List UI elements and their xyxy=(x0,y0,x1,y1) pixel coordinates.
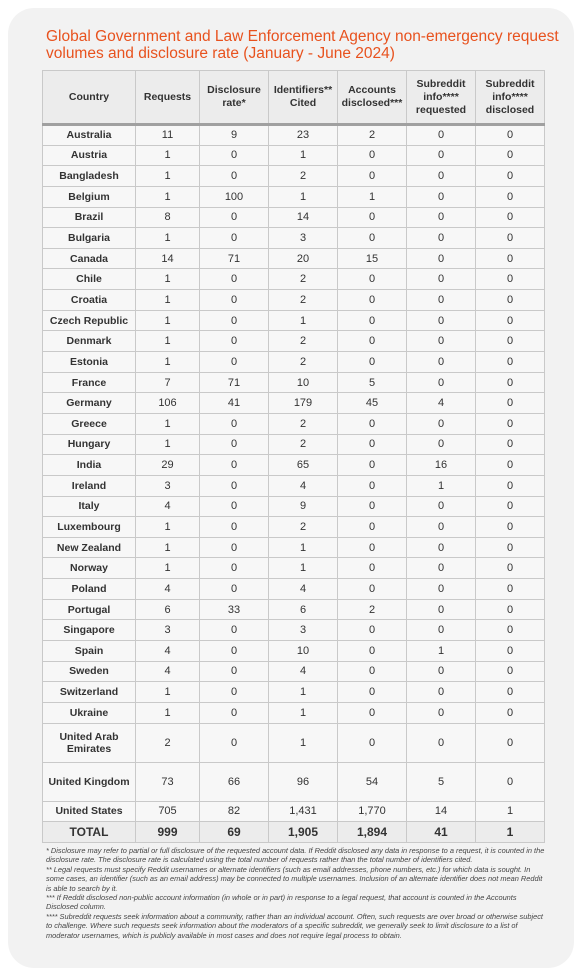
table-row xyxy=(43,248,545,269)
value-cell: 1 xyxy=(269,558,338,579)
value-cell: 4 xyxy=(136,579,200,600)
value-cell: 1 xyxy=(269,537,338,558)
table-row xyxy=(43,145,545,166)
value-cell: 5 xyxy=(338,372,407,393)
value-cell: 4 xyxy=(136,641,200,662)
value-cell: 0 xyxy=(407,620,476,641)
table-row xyxy=(43,434,545,455)
value-cell: 0 xyxy=(407,413,476,434)
value-cell: 1 xyxy=(136,558,200,579)
value-cell: 9 xyxy=(269,496,338,517)
value-cell: 4 xyxy=(407,393,476,414)
value-cell: 0 xyxy=(338,661,407,682)
value-cell: 71 xyxy=(200,372,269,393)
value-cell: 0 xyxy=(476,475,545,496)
total-value: 41 xyxy=(407,822,476,843)
country-cell: Switzerland xyxy=(43,682,136,703)
value-cell: 0 xyxy=(476,702,545,723)
value-cell: 0 xyxy=(476,166,545,187)
total-value: 1 xyxy=(476,822,545,843)
value-cell: 3 xyxy=(136,475,200,496)
value-cell: 0 xyxy=(476,352,545,373)
value-cell: 16 xyxy=(407,455,476,476)
country-cell: Chile xyxy=(43,269,136,290)
value-cell: 100 xyxy=(200,186,269,207)
value-cell: 0 xyxy=(476,290,545,311)
value-cell: 0 xyxy=(338,310,407,331)
value-cell: 10 xyxy=(269,372,338,393)
value-cell: 2 xyxy=(269,290,338,311)
country-cell: Poland xyxy=(43,579,136,600)
value-cell: 0 xyxy=(476,228,545,249)
table-row xyxy=(43,290,545,311)
value-cell: 0 xyxy=(476,125,545,146)
value-cell: 0 xyxy=(407,331,476,352)
total-row xyxy=(43,822,545,843)
value-cell: 1 xyxy=(136,145,200,166)
value-cell: 0 xyxy=(476,599,545,620)
value-cell: 0 xyxy=(200,413,269,434)
value-cell: 0 xyxy=(407,352,476,373)
value-cell: 1 xyxy=(136,702,200,723)
total-label: TOTAL xyxy=(43,822,136,843)
country-cell: United Kingdom xyxy=(43,762,136,801)
value-cell: 2 xyxy=(338,599,407,620)
country-cell: Bulgaria xyxy=(43,228,136,249)
value-cell: 1 xyxy=(269,682,338,703)
value-cell: 0 xyxy=(338,166,407,187)
table-row xyxy=(43,455,545,476)
value-cell: 4 xyxy=(269,579,338,600)
country-cell: Canada xyxy=(43,248,136,269)
table-row xyxy=(43,413,545,434)
value-cell: 0 xyxy=(338,331,407,352)
country-cell: United Arab Emirates xyxy=(43,723,136,762)
value-cell: 0 xyxy=(407,702,476,723)
value-cell: 5 xyxy=(407,762,476,801)
value-cell: 82 xyxy=(200,801,269,822)
value-cell: 0 xyxy=(476,762,545,801)
country-cell: Estonia xyxy=(43,352,136,373)
value-cell: 0 xyxy=(476,723,545,762)
value-cell: 0 xyxy=(200,579,269,600)
table-row xyxy=(43,801,545,822)
footnotes xyxy=(46,846,546,940)
value-cell: 1 xyxy=(136,434,200,455)
column-header-0: Country xyxy=(43,71,136,125)
country-cell: Australia xyxy=(43,125,136,146)
table-row xyxy=(43,393,545,414)
column-header-3: Identifiers** Cited xyxy=(269,71,338,125)
value-cell: 0 xyxy=(476,661,545,682)
value-cell: 11 xyxy=(136,125,200,146)
table-row xyxy=(43,641,545,662)
value-cell: 0 xyxy=(476,455,545,476)
value-cell: 0 xyxy=(407,207,476,228)
value-cell: 6 xyxy=(136,599,200,620)
value-cell: 14 xyxy=(269,207,338,228)
value-cell: 1 xyxy=(136,269,200,290)
value-cell: 1 xyxy=(476,801,545,822)
country-cell: Brazil xyxy=(43,207,136,228)
value-cell: 0 xyxy=(200,434,269,455)
value-cell: 0 xyxy=(407,248,476,269)
value-cell: 0 xyxy=(476,537,545,558)
value-cell: 1 xyxy=(136,517,200,538)
value-cell: 14 xyxy=(136,248,200,269)
value-cell: 0 xyxy=(476,579,545,600)
value-cell: 0 xyxy=(476,372,545,393)
value-cell: 1 xyxy=(136,310,200,331)
value-cell: 0 xyxy=(338,517,407,538)
value-cell: 0 xyxy=(407,537,476,558)
value-cell: 0 xyxy=(200,723,269,762)
value-cell: 0 xyxy=(338,455,407,476)
value-cell: 1 xyxy=(407,475,476,496)
value-cell: 0 xyxy=(476,269,545,290)
value-cell: 0 xyxy=(407,125,476,146)
column-header-2: Disclosure rate* xyxy=(200,71,269,125)
total-value: 69 xyxy=(200,822,269,843)
country-cell: United States xyxy=(43,801,136,822)
value-cell: 9 xyxy=(200,125,269,146)
country-cell: Norway xyxy=(43,558,136,579)
total-value: 999 xyxy=(136,822,200,843)
table-row xyxy=(43,352,545,373)
value-cell: 73 xyxy=(136,762,200,801)
value-cell: 179 xyxy=(269,393,338,414)
value-cell: 0 xyxy=(476,393,545,414)
value-cell: 1 xyxy=(136,186,200,207)
value-cell: 0 xyxy=(338,496,407,517)
value-cell: 0 xyxy=(200,537,269,558)
value-cell: 0 xyxy=(200,352,269,373)
value-cell: 0 xyxy=(338,682,407,703)
value-cell: 0 xyxy=(338,228,407,249)
value-cell: 0 xyxy=(200,702,269,723)
value-cell: 15 xyxy=(338,248,407,269)
value-cell: 1 xyxy=(338,186,407,207)
value-cell: 0 xyxy=(476,186,545,207)
total-value: 1,905 xyxy=(269,822,338,843)
value-cell: 0 xyxy=(338,352,407,373)
value-cell: 1,431 xyxy=(269,801,338,822)
value-cell: 0 xyxy=(407,599,476,620)
value-cell: 0 xyxy=(407,269,476,290)
column-header-5: Subreddit info**** requested xyxy=(407,71,476,125)
value-cell: 7 xyxy=(136,372,200,393)
table-row xyxy=(43,620,545,641)
page-title: Global Government and Law Enforcement Agency non-emergency request volumes and disclosure rate (January - June 2024) xyxy=(46,28,559,62)
value-cell: 1,770 xyxy=(338,801,407,822)
value-cell: 41 xyxy=(200,393,269,414)
value-cell: 1 xyxy=(269,723,338,762)
country-cell: Bangladesh xyxy=(43,166,136,187)
country-cell: Czech Republic xyxy=(43,310,136,331)
table-header xyxy=(43,71,545,125)
value-cell: 0 xyxy=(407,228,476,249)
value-cell: 0 xyxy=(476,331,545,352)
column-header-6: Subreddit info**** disclosed xyxy=(476,71,545,125)
value-cell: 3 xyxy=(136,620,200,641)
value-cell: 2 xyxy=(269,352,338,373)
value-cell: 14 xyxy=(407,801,476,822)
column-header-1: Requests xyxy=(136,71,200,125)
value-cell: 0 xyxy=(338,145,407,166)
value-cell: 54 xyxy=(338,762,407,801)
value-cell: 0 xyxy=(200,641,269,662)
value-cell: 0 xyxy=(200,661,269,682)
value-cell: 0 xyxy=(338,558,407,579)
value-cell: 0 xyxy=(338,641,407,662)
value-cell: 0 xyxy=(200,331,269,352)
value-cell: 0 xyxy=(200,475,269,496)
table-body xyxy=(43,125,545,843)
table-row xyxy=(43,228,545,249)
value-cell: 65 xyxy=(269,455,338,476)
country-cell: Portugal xyxy=(43,599,136,620)
country-cell: Hungary xyxy=(43,434,136,455)
value-cell: 0 xyxy=(200,145,269,166)
value-cell: 0 xyxy=(407,310,476,331)
value-cell: 6 xyxy=(269,599,338,620)
value-cell: 0 xyxy=(200,166,269,187)
value-cell: 0 xyxy=(476,620,545,641)
table-row xyxy=(43,661,545,682)
value-cell: 1 xyxy=(136,228,200,249)
value-cell: 0 xyxy=(407,496,476,517)
total-value: 1,894 xyxy=(338,822,407,843)
value-cell: 0 xyxy=(338,290,407,311)
country-cell: India xyxy=(43,455,136,476)
table-row xyxy=(43,682,545,703)
value-cell: 3 xyxy=(269,620,338,641)
country-cell: Ukraine xyxy=(43,702,136,723)
requests-table xyxy=(42,70,545,843)
value-cell: 0 xyxy=(407,434,476,455)
table-row xyxy=(43,475,545,496)
value-cell: 3 xyxy=(269,228,338,249)
table-row xyxy=(43,207,545,228)
value-cell: 0 xyxy=(407,186,476,207)
value-cell: 29 xyxy=(136,455,200,476)
column-header-4: Accounts disclosed*** xyxy=(338,71,407,125)
value-cell: 2 xyxy=(269,166,338,187)
table-row xyxy=(43,517,545,538)
value-cell: 1 xyxy=(136,166,200,187)
table-row xyxy=(43,372,545,393)
table-row xyxy=(43,496,545,517)
value-cell: 2 xyxy=(269,517,338,538)
value-cell: 23 xyxy=(269,125,338,146)
country-cell: Ireland xyxy=(43,475,136,496)
value-cell: 1 xyxy=(136,352,200,373)
table-row xyxy=(43,558,545,579)
value-cell: 2 xyxy=(136,723,200,762)
value-cell: 33 xyxy=(200,599,269,620)
value-cell: 10 xyxy=(269,641,338,662)
table-row xyxy=(43,186,545,207)
value-cell: 1 xyxy=(136,682,200,703)
value-cell: 0 xyxy=(338,434,407,455)
country-cell: Luxembourg xyxy=(43,517,136,538)
country-cell: Singapore xyxy=(43,620,136,641)
value-cell: 1 xyxy=(136,290,200,311)
table-row xyxy=(43,599,545,620)
value-cell: 0 xyxy=(476,248,545,269)
country-cell: Austria xyxy=(43,145,136,166)
value-cell: 20 xyxy=(269,248,338,269)
value-cell: 4 xyxy=(269,661,338,682)
value-cell: 0 xyxy=(407,372,476,393)
table-row xyxy=(43,310,545,331)
footnote-4: **** Subreddit requests seek information about a community, rather than an individual account. Often, such requests are over broad or otherwise subject to challenge. Where such requests seek information about the moderators of a specific subreddit, we generally seek to limit disclosure to a list of moderator usernames, which is publicly available in most cases and does not require legal process to obtain. xyxy=(46,911,543,940)
value-cell: 0 xyxy=(200,496,269,517)
value-cell: 71 xyxy=(200,248,269,269)
country-cell: Belgium xyxy=(43,186,136,207)
value-cell: 1 xyxy=(136,413,200,434)
country-cell: Croatia xyxy=(43,290,136,311)
country-cell: Sweden xyxy=(43,661,136,682)
value-cell: 1 xyxy=(269,702,338,723)
country-cell: Spain xyxy=(43,641,136,662)
value-cell: 705 xyxy=(136,801,200,822)
value-cell: 2 xyxy=(269,434,338,455)
value-cell: 0 xyxy=(407,145,476,166)
table-row xyxy=(43,537,545,558)
country-cell: New Zealand xyxy=(43,537,136,558)
value-cell: 1 xyxy=(269,186,338,207)
table-row xyxy=(43,166,545,187)
value-cell: 0 xyxy=(407,517,476,538)
table-row xyxy=(43,702,545,723)
value-cell: 0 xyxy=(476,558,545,579)
value-cell: 1 xyxy=(136,331,200,352)
country-cell: Denmark xyxy=(43,331,136,352)
country-cell: France xyxy=(43,372,136,393)
value-cell: 0 xyxy=(407,166,476,187)
value-cell: 0 xyxy=(200,558,269,579)
table-row xyxy=(43,579,545,600)
value-cell: 0 xyxy=(476,682,545,703)
value-cell: 0 xyxy=(200,269,269,290)
value-cell: 0 xyxy=(407,290,476,311)
value-cell: 0 xyxy=(407,661,476,682)
value-cell: 0 xyxy=(338,702,407,723)
value-cell: 66 xyxy=(200,762,269,801)
value-cell: 1 xyxy=(407,641,476,662)
value-cell: 0 xyxy=(200,228,269,249)
value-cell: 0 xyxy=(338,269,407,290)
value-cell: 0 xyxy=(200,682,269,703)
value-cell: 0 xyxy=(200,310,269,331)
value-cell: 2 xyxy=(269,331,338,352)
report-card xyxy=(8,8,574,968)
value-cell: 0 xyxy=(476,641,545,662)
value-cell: 0 xyxy=(476,496,545,517)
value-cell: 0 xyxy=(200,517,269,538)
value-cell: 2 xyxy=(269,269,338,290)
value-cell: 0 xyxy=(338,207,407,228)
value-cell: 0 xyxy=(476,413,545,434)
value-cell: 96 xyxy=(269,762,338,801)
value-cell: 0 xyxy=(338,537,407,558)
value-cell: 0 xyxy=(200,620,269,641)
value-cell: 2 xyxy=(269,413,338,434)
country-cell: Italy xyxy=(43,496,136,517)
table-row xyxy=(43,723,545,762)
value-cell: 0 xyxy=(338,723,407,762)
value-cell: 0 xyxy=(200,207,269,228)
country-cell: Germany xyxy=(43,393,136,414)
value-cell: 0 xyxy=(407,579,476,600)
value-cell: 1 xyxy=(269,310,338,331)
value-cell: 106 xyxy=(136,393,200,414)
country-cell: Greece xyxy=(43,413,136,434)
table-row xyxy=(43,331,545,352)
value-cell: 0 xyxy=(407,682,476,703)
value-cell: 0 xyxy=(338,579,407,600)
value-cell: 0 xyxy=(200,290,269,311)
value-cell: 0 xyxy=(338,620,407,641)
footnote-2: ** Legal requests must specify Reddit usernames or alternate identifiers (such as email addresses, phone numbers, etc.) for which data is sought. In some cases, an identifier (such as an email address) may be connected to multiple usernames. Inclusion of an alternate identifier does not mean Reddit is able to search by it. xyxy=(46,864,543,893)
value-cell: 45 xyxy=(338,393,407,414)
value-cell: 4 xyxy=(136,661,200,682)
table-container xyxy=(42,70,544,843)
value-cell: 8 xyxy=(136,207,200,228)
value-cell: 0 xyxy=(407,723,476,762)
value-cell: 4 xyxy=(136,496,200,517)
table-row xyxy=(43,269,545,290)
value-cell: 0 xyxy=(407,558,476,579)
value-cell: 0 xyxy=(476,145,545,166)
value-cell: 0 xyxy=(200,455,269,476)
table-row xyxy=(43,125,545,146)
value-cell: 0 xyxy=(338,413,407,434)
value-cell: 4 xyxy=(269,475,338,496)
value-cell: 0 xyxy=(476,517,545,538)
value-cell: 1 xyxy=(136,537,200,558)
value-cell: 0 xyxy=(476,207,545,228)
footnote-3: *** If Reddit disclosed non-public account information (in whole or in part) in response to a legal request, that account is counted in the Accounts Disclosed column. xyxy=(46,893,517,912)
value-cell: 0 xyxy=(476,434,545,455)
value-cell: 0 xyxy=(476,310,545,331)
footnote-1: * Disclosure may refer to partial or full disclosure of the requested account data. If Reddit disclosed any data in response to a request, it is counted in the disclosure rate. The disclosure rate is calculated using the total number of requests rather than the total number of identifiers cited. xyxy=(46,846,545,865)
table-row xyxy=(43,762,545,801)
value-cell: 2 xyxy=(338,125,407,146)
value-cell: 0 xyxy=(338,475,407,496)
value-cell: 1 xyxy=(269,145,338,166)
